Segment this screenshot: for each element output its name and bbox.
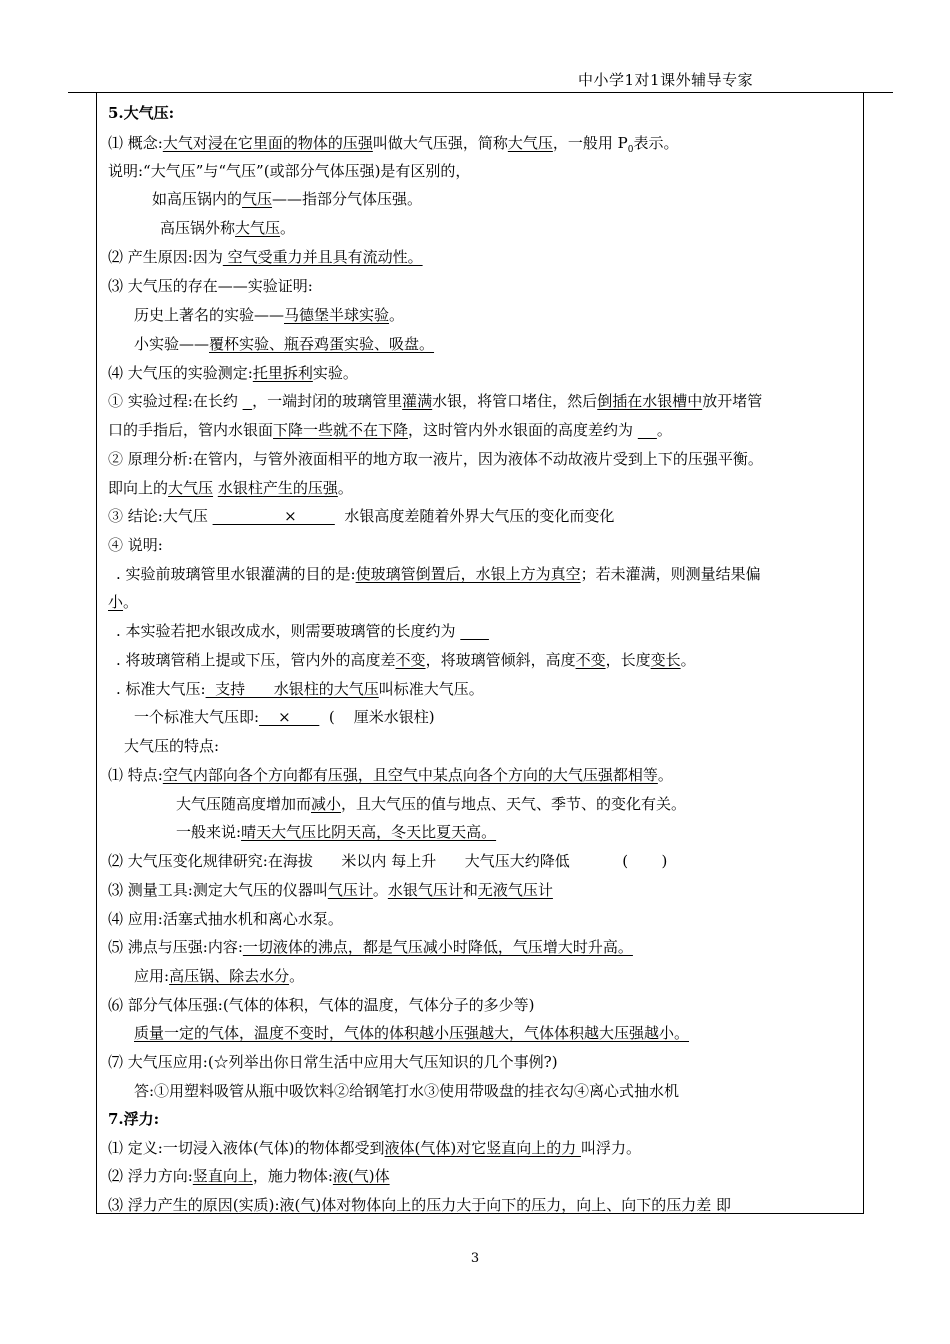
text-line	[116, 564, 761, 584]
underlined-answer: ×	[212, 507, 335, 525]
underlined-answer: 无液气压计	[477, 881, 553, 899]
underlined-answer: 质量一定的气体，温度不变时，气体的体积越小压强越大，气体体积越大压强越小。	[134, 1024, 690, 1042]
text-segment: ，且大气压的值与地点、天气、季节、的变化有关。	[341, 795, 687, 813]
text-segment: ⑹ 部分气体压强:(气体的体积，气体的温度，气体分子的多少等)	[108, 996, 535, 1014]
header-title: 中小学1对1课外辅导专家	[578, 71, 754, 89]
text-segment: 一般来说:	[176, 823, 242, 841]
text-line	[108, 420, 672, 440]
text-segment: ⑴ 特点:	[108, 766, 163, 784]
underlined-answer: 大气对浸在它里面的物体的压强	[162, 134, 373, 152]
text-line	[108, 1138, 641, 1158]
text-line	[116, 621, 489, 641]
underlined-answer: 大气压	[507, 134, 553, 152]
text-segment: ，这时管内外水银面的高度差约为	[408, 421, 638, 439]
text-segment: 。	[337, 479, 353, 497]
underlined-answer	[243, 392, 253, 410]
underlined-answer: 大气压	[235, 219, 281, 237]
text-line	[108, 535, 163, 555]
text-line	[108, 103, 174, 123]
text-line	[108, 1052, 558, 1072]
text-line	[134, 1081, 679, 1101]
text-segment: 一个标准大气压即:	[134, 708, 260, 726]
text-segment: . 将玻璃管稍上提或下压，管内外的高度差	[116, 651, 396, 669]
text-line	[160, 218, 295, 238]
underlined-answer: 不变	[575, 651, 606, 669]
text-segment: 大气压随高度增加而	[176, 795, 312, 813]
text-line	[124, 736, 219, 756]
text-segment: 。	[289, 967, 305, 985]
text-segment: ，一般用 P	[552, 134, 628, 152]
text-segment: 即向上的	[108, 479, 169, 497]
text-line	[108, 161, 470, 181]
text-line	[108, 247, 423, 267]
text-segment: ⑴ 定义:一切浸入液体(气体)的物体都受到	[108, 1139, 385, 1157]
text-line	[108, 851, 667, 871]
text-segment: 实验。	[312, 364, 358, 382]
text-segment: ( 厘米水银柱)	[319, 708, 435, 726]
text-segment: 0	[627, 145, 634, 155]
text-segment: 。	[657, 766, 673, 784]
text-line	[134, 1023, 689, 1043]
underlined-answer: 变长	[650, 651, 681, 669]
text-segment: 。	[680, 651, 696, 669]
text-line	[108, 765, 673, 785]
underlined-answer: 竖直向上	[192, 1167, 253, 1185]
text-segment: 叫浮力。	[581, 1139, 642, 1157]
underlined-answer	[460, 622, 489, 640]
text-segment: 水银高度差随着外界大气压的变化而变化	[334, 507, 615, 525]
text-segment: 。	[372, 881, 388, 899]
text-segment: ⑷ 应用:活塞式抽水机和离心水泵。	[108, 910, 343, 928]
text-line	[134, 707, 435, 727]
text-line	[108, 1109, 159, 1129]
text-segment: 答:①用塑料吸管从瓶中吸饮料②给钢笔打水③使用带吸盘的挂衣勾④离心式抽水机	[134, 1082, 680, 1100]
text-segment: 说明:“大气压”与“气压”(或部分气体压强)是有区别的，	[108, 162, 471, 180]
underlined-answer: 使玻璃管倒置后，水银上方为真空	[355, 565, 581, 583]
underlined-answer: ×	[259, 708, 320, 726]
text-line	[108, 592, 138, 612]
text-line	[134, 305, 404, 325]
text-segment: ⑺ 大气压应用:(☆列举出你日常生活中应用大气压知识的几个事例?)	[108, 1053, 558, 1071]
text-segment: 。	[389, 306, 405, 324]
text-segment: ⑵ 浮力方向:	[108, 1167, 193, 1185]
text-segment: 叫标准大气压。	[378, 680, 484, 698]
underlined-answer: 空气受重力并且具有流动性。	[222, 248, 423, 266]
text-segment: ③ 结论:大气压	[108, 507, 213, 525]
underlined-answer: 托里拆利	[252, 364, 313, 382]
text-line	[176, 822, 496, 842]
text-segment: 。	[123, 593, 139, 611]
text-segment: ⑶ 浮力产生的原因(实质):液(气)体对物体向上的压力大于向下的压力，	[108, 1196, 577, 1214]
text-segment: 7.	[108, 1110, 124, 1128]
text-segment: 。	[656, 421, 672, 439]
text-segment: 历史上著名的实验——	[134, 306, 285, 324]
text-segment: 即	[711, 1196, 732, 1214]
text-segment: . 标准大气压:	[116, 680, 206, 698]
underlined-answer: 覆杯实验、瓶吞鸡蛋实验、吸盘。	[209, 335, 435, 353]
text-line	[152, 189, 422, 209]
underlined-answer: 不变	[395, 651, 426, 669]
text-segment: . 实验前玻璃管里水银灌满的目的是:	[116, 565, 356, 583]
text-segment: 叫做大气压强，简称	[372, 134, 508, 152]
text-segment: ④ 说明:	[108, 536, 163, 554]
text-segment: . 本实验若把水银改成水，则需要玻璃管的长度约为	[116, 622, 461, 640]
underlined-answer: 液体(气体)对它竖直向上的力	[384, 1139, 582, 1157]
underlined-answer: 支持 水银柱的大气压	[205, 680, 379, 698]
underlined-answer: 向上、向下的压力差	[576, 1196, 712, 1214]
text-segment: ⑵ 大气压变化规律研究:在海拔 米以内 每上升 大气压大约降低 ( )	[108, 852, 668, 870]
text-segment: ，施力物体:	[252, 1167, 333, 1185]
text-line	[176, 794, 686, 814]
underlined-answer: 高压锅、除去水分	[169, 967, 290, 985]
text-line	[108, 391, 762, 411]
text-segment: 5.	[108, 104, 124, 122]
underlined-answer: 气压计	[327, 881, 373, 899]
text-segment: 如高压锅内的	[152, 190, 243, 208]
text-segment: ；若未灌满，则测量结果偏	[580, 565, 761, 583]
underlined-answer	[638, 421, 657, 439]
text-segment: 大气压的特点:	[124, 737, 220, 755]
underlined-answer: 灌满	[402, 392, 433, 410]
text-segment: ，将玻璃管倾斜，高度	[425, 651, 576, 669]
text-segment: 表示。	[633, 134, 679, 152]
text-segment: 放开堵管	[702, 392, 763, 410]
text-segment: 水银，将管口堵住，然后	[432, 392, 598, 410]
underlined-answer: 减小	[311, 795, 342, 813]
text-segment: 口的手指后，管内水银面	[108, 421, 274, 439]
text-line	[108, 133, 679, 160]
text-line	[108, 449, 763, 469]
text-segment: 。	[280, 219, 296, 237]
text-line	[108, 995, 535, 1015]
underlined-answer: 晴天大气压比阴天高，冬天比夏天高。	[241, 823, 497, 841]
text-line	[134, 966, 304, 986]
underlined-answer: 液(气)体	[332, 1167, 390, 1185]
text-segment: 浮力:	[123, 1110, 160, 1128]
underlined-answer: 水银柱产生的压强	[217, 479, 338, 497]
underlined-answer: 水银气压计	[387, 881, 463, 899]
text-segment: ⑸ 沸点与压强:内容:	[108, 938, 243, 956]
text-line	[108, 363, 358, 383]
text-line	[116, 650, 696, 670]
text-segment: 大气压:	[123, 104, 175, 122]
text-line	[116, 679, 484, 699]
underlined-answer: 下降一些就不在下降	[273, 421, 409, 439]
text-segment: 高压锅外称	[160, 219, 236, 237]
underlined-answer: 倒插在水银槽中	[597, 392, 703, 410]
text-segment: 小实验——	[134, 335, 210, 353]
text-line	[134, 334, 434, 354]
text-segment: 应用:	[134, 967, 170, 985]
text-line	[108, 937, 633, 957]
underlined-answer: 马德堡半球实验	[284, 306, 390, 324]
text-segment: ，长度	[605, 651, 651, 669]
page-number: 3	[470, 1251, 480, 1266]
text-segment: ⑷ 大气压的实验测定:	[108, 364, 253, 382]
underlined-answer: 气压	[242, 190, 273, 208]
text-segment: ⑵ 产生原因:因为	[108, 248, 223, 266]
text-line	[108, 506, 614, 526]
underlined-answer: 小	[108, 593, 124, 611]
text-line	[108, 1166, 390, 1186]
text-line	[108, 478, 353, 498]
text-segment: ，一端封闭的玻璃管里	[252, 392, 403, 410]
underlined-answer: 空气内部向各个方向都有压强，且空气中某点向各个方向的大气压强都相等	[162, 766, 658, 784]
text-line	[108, 276, 313, 296]
text-segment: ① 实验过程:在长约	[108, 392, 243, 410]
text-segment: ——指部分气体压强。	[272, 190, 423, 208]
text-segment: ② 原理分析:在管内，与管外液面相平的地方取一液片，因为液体不动故液片受到上下的压强平衡。	[108, 450, 763, 468]
underlined-answer: 一切液体的沸点，都是气压减小时降低，气压增大时升高。	[242, 938, 633, 956]
underlined-answer: 大气压	[168, 479, 214, 497]
text-line	[108, 1195, 731, 1215]
text-line	[108, 880, 553, 900]
text-segment: ⑴ 概念:	[108, 134, 163, 152]
text-segment: ⑶ 测量工具:测定大气压的仪器叫	[108, 881, 328, 899]
text-segment: 和	[462, 881, 478, 899]
text-segment: ⑶ 大气压的存在——实验证明:	[108, 277, 313, 295]
text-line	[108, 909, 343, 929]
